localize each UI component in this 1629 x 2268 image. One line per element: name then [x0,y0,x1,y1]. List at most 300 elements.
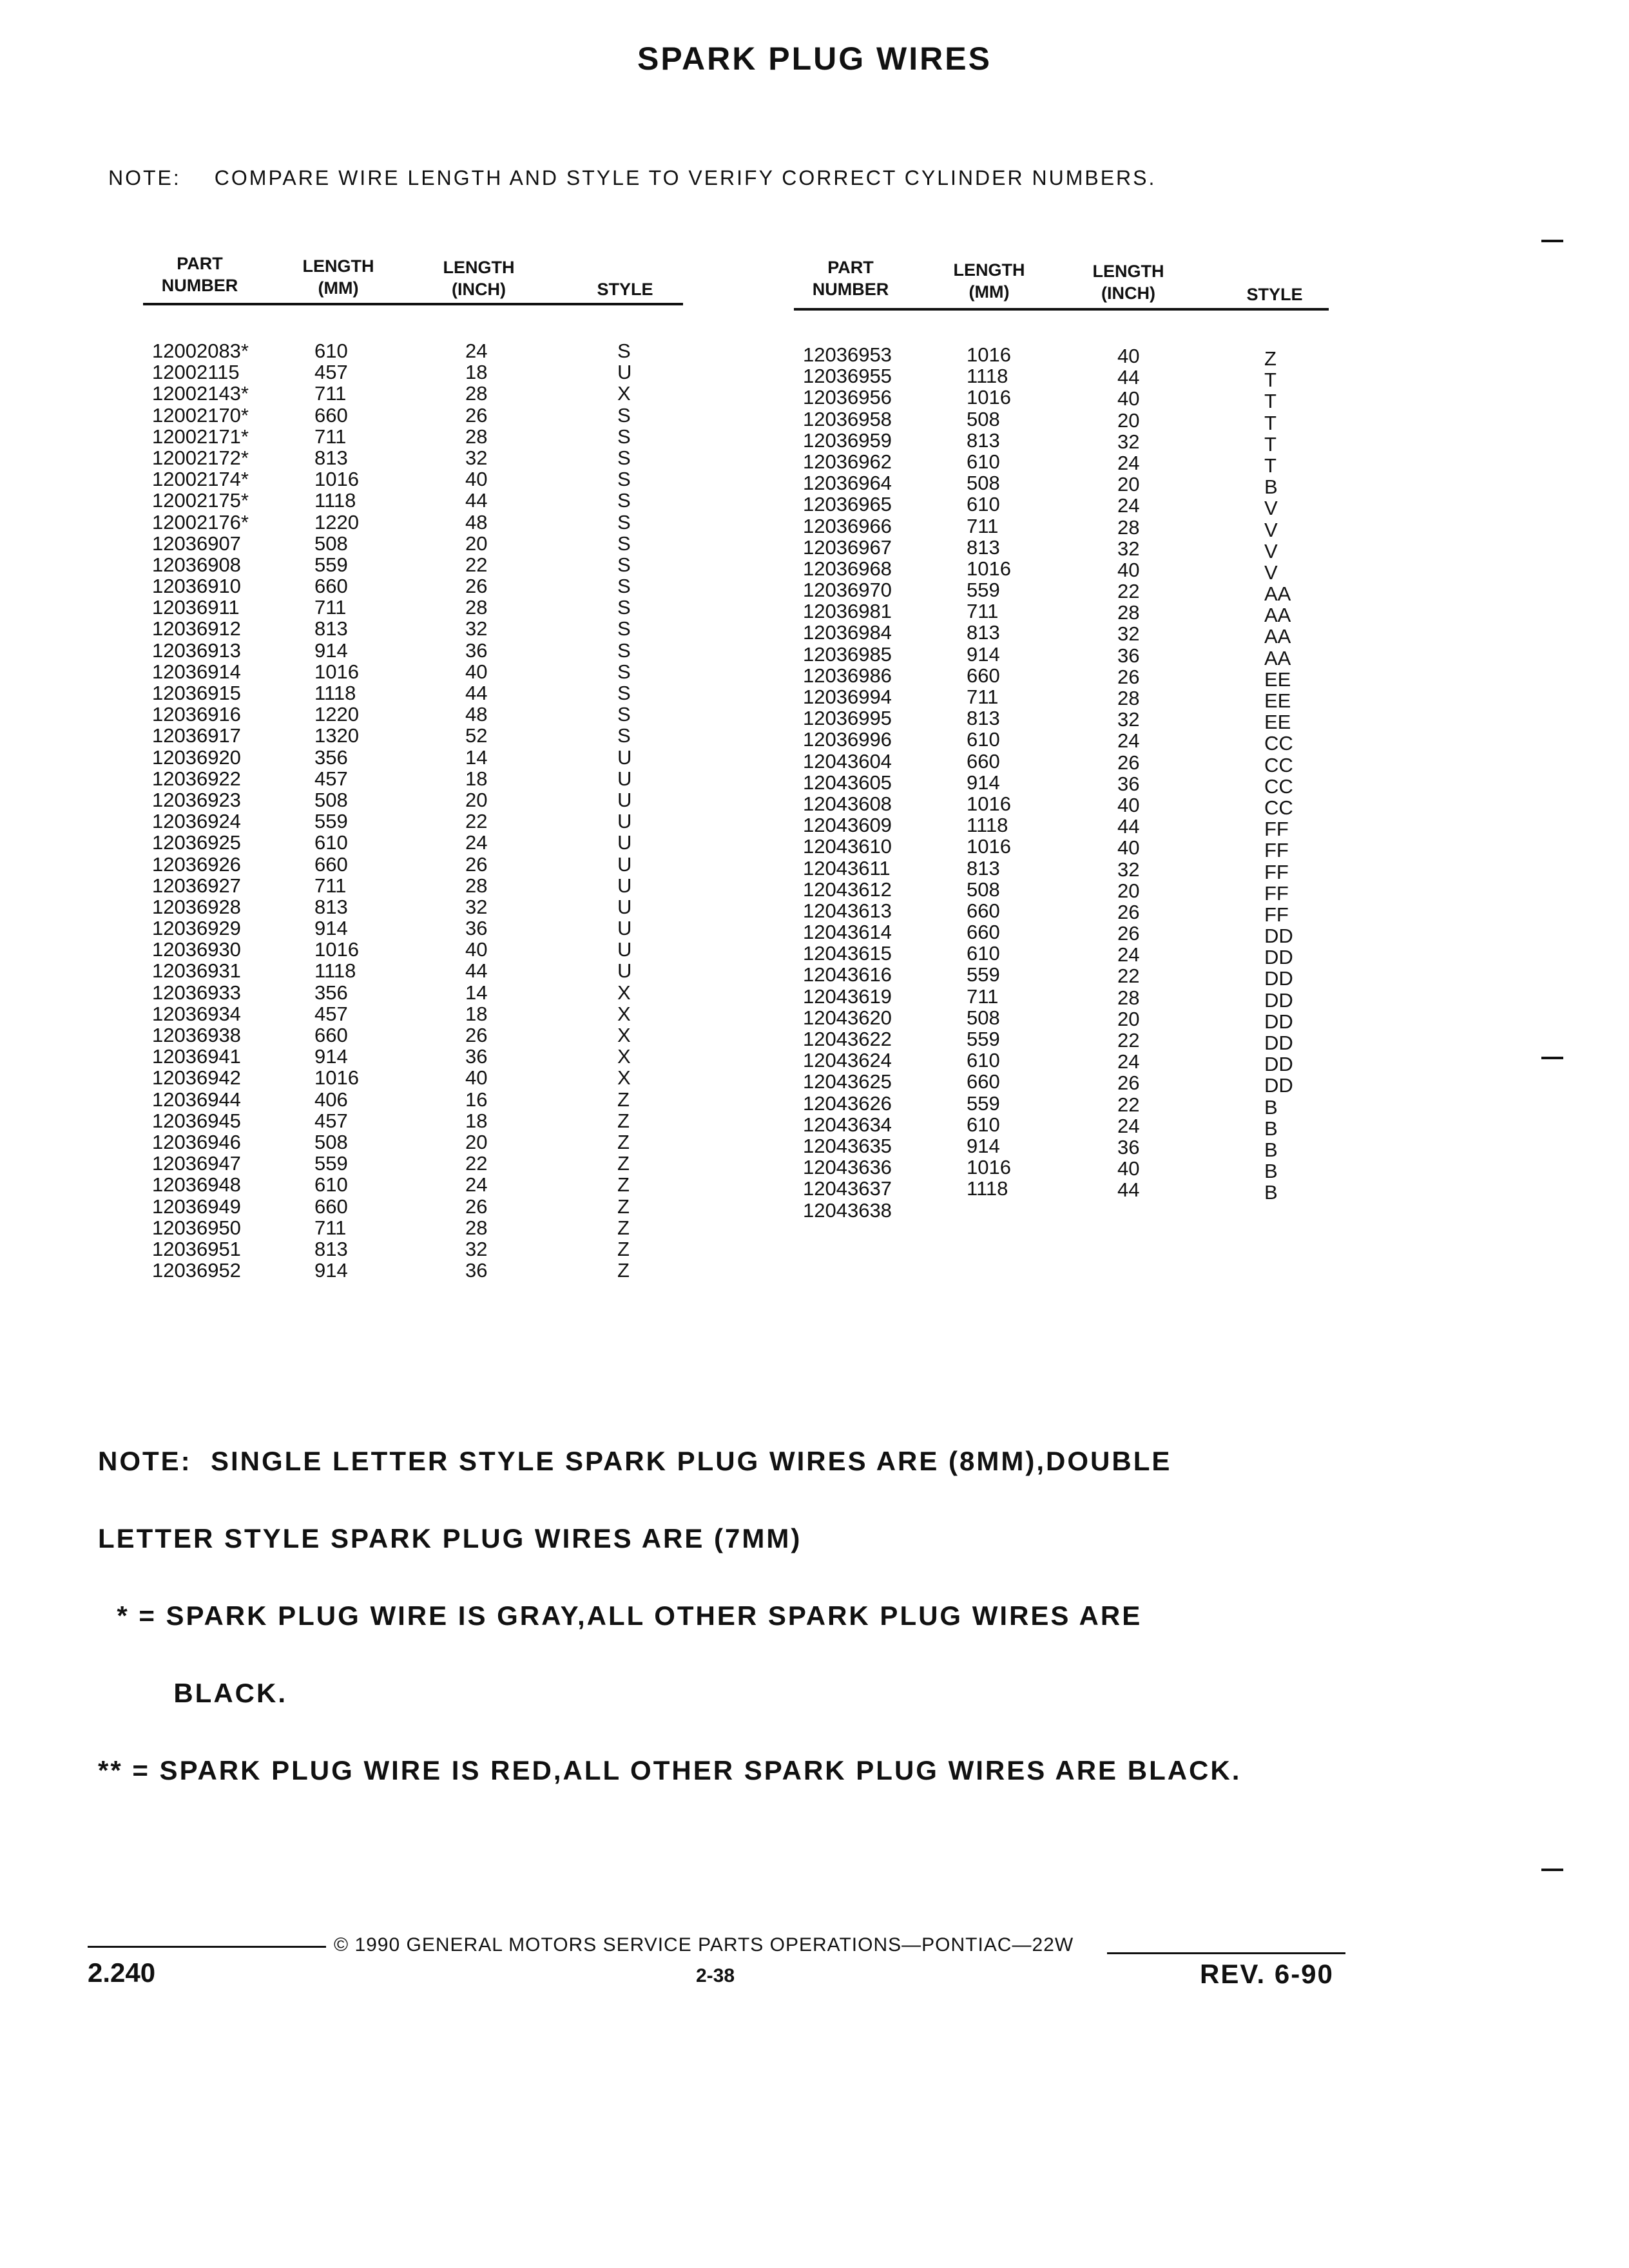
left-length-inch-cell: 24 [465,340,488,362]
left-length-inch-cell: 26 [465,1195,488,1218]
right-length-inch-cell: 32 [1117,708,1140,731]
right-style-cell: CC [1264,753,1293,776]
left-style-cell: Z [617,1195,630,1218]
right-header-style: STYLE [1246,285,1303,304]
bottom-note-line: NOTE: SINGLE LETTER STYLE SPARK PLUG WIRES ARE (8MM),DOUBLE [98,1446,1172,1476]
left-length-inch-cell: 22 [465,810,488,833]
right-length-inch-cell: 32 [1117,537,1140,560]
right-style-cell: T [1264,390,1277,413]
left-length-inch-cell: 32 [465,1237,488,1260]
left-part-number-cell: 12036944 [152,1088,241,1111]
left-length-inch-cell: 18 [465,361,488,384]
left-length-mm-cell: 559 [314,553,348,576]
footer-section-number: 2.240 [88,1957,156,1988]
right-length-mm-cell: 508 [967,1006,1000,1029]
right-length-inch-cell: 40 [1117,558,1140,581]
right-length-mm-cell: 1016 [967,386,1011,409]
left-style-cell: S [617,703,631,726]
right-style-cell: FF [1264,881,1289,905]
left-style-cell: U [617,917,632,940]
left-part-number-cell: 12002175* [152,489,249,512]
left-length-mm-cell: 610 [314,340,348,362]
right-part-number-cell: 12036968 [803,557,892,580]
left-length-inch-cell: 28 [465,425,488,448]
left-part-number-cell: 12036929 [152,917,241,940]
right-length-inch-cell: 44 [1117,815,1140,838]
right-header-length-inch: LENGTH (INCH) [1092,262,1164,303]
right-length-mm-cell: 1118 [967,365,1008,388]
left-length-inch-cell: 48 [465,510,488,533]
left-style-cell: S [617,660,631,683]
left-style-cell: U [617,831,632,854]
left-length-mm-cell: 1220 [314,703,359,726]
left-part-number-cell: 12036911 [152,596,240,619]
right-part-number-cell: 12043625 [803,1070,892,1093]
right-style-cell: DD [1264,1053,1293,1076]
right-length-inch-cell: 22 [1117,1029,1140,1052]
right-style-cell: B [1264,1160,1278,1183]
left-style-cell: S [617,468,631,491]
right-length-mm-cell: 1118 [967,814,1008,837]
right-length-inch-cell: 26 [1117,900,1140,923]
right-length-mm-cell: 1016 [967,792,1011,815]
right-length-mm-cell: 559 [967,963,1000,986]
right-style-cell: B [1264,1095,1278,1119]
right-length-inch-cell: 32 [1117,430,1140,453]
left-part-number-cell: 12036915 [152,682,241,704]
page-title: SPARK PLUG WIRES [637,41,992,77]
right-part-number-cell: 12043638 [803,1198,892,1222]
right-length-mm-cell: 1016 [967,835,1011,858]
right-length-inch-cell: 28 [1117,986,1140,1009]
right-style-cell: DD [1264,925,1293,948]
right-length-inch-cell [1117,1201,1139,1222]
left-part-number-cell: 12036925 [152,831,241,854]
right-part-number-cell: 12043616 [803,963,892,986]
left-length-inch-cell: 26 [465,1024,488,1046]
right-length-mm-cell: 813 [967,856,1000,879]
left-part-number-cell: 12002171* [152,425,249,448]
left-length-mm-cell: 610 [314,1173,348,1196]
left-style-cell: S [617,617,631,640]
right-part-number-cell: 12036995 [803,707,892,730]
right-length-mm-cell: 660 [967,664,1000,687]
right-style-cell: T [1264,369,1277,392]
left-length-mm-cell: 660 [314,403,348,427]
left-header-length-inch: LENGTH (INCH) [443,258,515,299]
left-length-mm-cell: 711 [314,1216,347,1239]
right-header-length-mm: LENGTH (MM) [953,260,1025,302]
right-length-mm-cell: 813 [967,535,1000,559]
left-style-cell: U [617,852,632,876]
left-part-number-cell: 12036910 [152,575,241,598]
left-style-cell: Z [617,1109,630,1132]
left-style-cell: Z [617,1259,630,1282]
right-length-inch-cell: 26 [1117,751,1140,774]
left-style-cell: Z [617,1130,630,1153]
left-style-cell: S [617,553,631,576]
margin-mark [1541,1057,1563,1059]
margin-mark [1541,1869,1563,1871]
right-part-number-cell: 12043614 [803,921,892,944]
left-length-inch-cell: 14 [465,745,488,769]
right-length-mm-cell: 660 [967,921,1000,944]
right-part-number-cell: 12036984 [803,621,892,644]
left-length-mm-cell: 711 [314,425,347,448]
left-length-mm-cell: 559 [314,1152,348,1175]
left-style-cell: S [617,639,631,662]
left-header-length-mm: LENGTH (MM) [302,256,374,298]
top-note-text: COMPARE WIRE LENGTH AND STYLE TO VERIFY CORRECT CYLINDER NUMBERS. [214,166,1157,189]
left-length-mm-cell: 1220 [314,510,359,533]
left-length-mm-cell: 457 [314,1109,348,1132]
right-length-inch-cell: 20 [1117,1007,1140,1030]
right-part-number-column [803,344,892,1221]
left-length-mm-cell: 1016 [314,938,359,961]
right-length-inch-cell: 22 [1117,1093,1140,1116]
left-length-mm-cell: 1016 [314,1066,359,1090]
left-part-number-cell: 12036924 [152,810,241,833]
right-style-column [1264,348,1293,1225]
right-length-inch-cell: 24 [1117,1114,1140,1137]
left-part-number-cell: 12002143* [152,382,249,405]
left-length-mm-cell: 914 [314,1045,348,1068]
left-length-inch-cell: 26 [465,852,488,876]
right-part-number-cell: 12043613 [803,899,892,922]
right-length-inch-cell: 20 [1117,408,1140,432]
right-part-number-cell: 12036994 [803,686,892,708]
left-length-inch-cell: 52 [465,724,488,747]
left-part-number-cell: 12002115 [152,361,240,384]
right-style-cell: B [1264,1117,1278,1140]
bottom-notes [98,1397,1241,1809]
right-part-number-cell: 12043605 [803,771,892,794]
left-length-mm-cell: 813 [314,895,348,918]
left-length-inch-cell: 26 [465,403,488,427]
right-length-mm-cell: 610 [967,728,1000,751]
right-length-inch-cell: 24 [1117,1050,1140,1073]
right-length-mm-cell: 1016 [967,343,1011,366]
left-style-cell: X [617,1045,631,1068]
right-style-cell: V [1264,539,1278,562]
left-style-cell: U [617,938,632,961]
right-part-number-cell: 12043604 [803,749,892,773]
right-length-mm-cell: 610 [967,1113,1000,1136]
bottom-note-line: * = SPARK PLUG WIRE IS GRAY,ALL OTHER SPARK PLUG WIRES ARE [98,1600,1142,1631]
right-length-mm-cell: 711 [967,686,999,708]
left-length-inch-cell: 22 [465,553,488,576]
right-style-cell: B [1264,1138,1278,1161]
right-length-inch-cell: 28 [1117,601,1140,624]
left-style-cell: X [617,981,631,1004]
footer-page-number: 2-38 [696,1965,735,1986]
left-style-cell: Z [617,1152,630,1175]
left-length-mm-cell: 559 [314,810,348,833]
left-length-inch-cell: 18 [465,1109,488,1132]
left-part-number-cell: 12036907 [152,532,241,555]
margin-mark [1541,240,1563,242]
left-header-rule [143,303,683,305]
right-length-mm-cell: 1016 [967,557,1011,580]
right-length-mm-cell: 508 [967,472,1000,495]
right-length-inch-column [1117,345,1139,1222]
left-part-number-cell: 12036950 [152,1216,241,1239]
footer-revision: REV. 6-90 [1200,1959,1334,1989]
left-length-mm-column [314,340,359,1281]
right-style-cell: CC [1264,774,1293,798]
right-style-cell: EE [1264,689,1291,712]
left-style-cell: S [617,510,631,533]
right-length-inch-cell: 26 [1117,665,1140,688]
left-length-inch-cell: 28 [465,874,488,897]
right-part-number-cell: 12036956 [803,386,892,409]
left-part-number-cell: 12036938 [152,1024,241,1046]
left-part-number-cell: 12036949 [152,1195,241,1218]
right-part-number-cell: 12036986 [803,664,892,687]
left-length-mm-cell: 508 [314,532,348,555]
left-length-mm-cell: 508 [314,1130,348,1153]
left-length-inch-cell: 22 [465,1152,488,1175]
right-style-cell: V [1264,497,1278,520]
left-length-inch-cell: 18 [465,1002,488,1025]
right-length-inch-cell: 40 [1117,1157,1140,1180]
left-style-cell: S [617,724,631,747]
left-length-inch-cell: 36 [465,1259,488,1282]
left-part-number-cell: 12036923 [152,788,241,811]
right-length-mm-cell: 508 [967,407,1000,430]
left-style-cell: U [617,874,632,897]
left-length-inch-cell: 36 [465,1045,488,1068]
right-style-cell: DD [1264,1032,1293,1054]
left-style-cell: S [617,596,631,619]
left-length-mm-cell: 711 [314,382,347,405]
left-style-cell: S [617,682,631,704]
left-length-inch-cell: 44 [465,682,488,704]
left-length-inch-cell: 32 [465,617,488,640]
right-style-cell: B [1264,1181,1278,1204]
right-length-inch-cell: 40 [1117,345,1140,367]
left-style-cell: S [617,340,631,362]
left-style-cell: X [617,1024,631,1046]
left-length-mm-cell: 660 [314,1024,348,1046]
right-part-number-cell: 12043608 [803,792,892,815]
left-length-inch-cell: 32 [465,446,488,469]
left-style-cell: S [617,575,631,598]
right-style-cell: T [1264,454,1277,477]
left-style-cell: S [617,446,631,469]
left-style-cell: S [617,532,631,555]
left-length-inch-cell: 14 [465,981,488,1004]
left-part-number-cell: 12036912 [152,617,241,640]
left-part-number-cell: 12036916 [152,703,241,726]
left-length-mm-cell: 610 [314,831,348,854]
bottom-note-line: BLACK. [98,1678,287,1708]
left-length-inch-cell: 20 [465,788,488,811]
right-length-inch-cell: 20 [1117,473,1140,496]
right-style-cell: AA [1264,582,1291,606]
right-style-cell: AA [1264,625,1291,648]
left-length-mm-cell: 1016 [314,468,359,491]
right-length-mm-cell: 559 [967,579,1000,602]
left-length-inch-cell: 18 [465,767,488,790]
left-part-number-cell: 12036948 [152,1173,241,1196]
left-style-cell: Z [617,1088,630,1111]
right-part-number-cell: 12036953 [803,343,892,366]
right-length-inch-cell: 22 [1117,580,1140,603]
top-note-label: NOTE: [108,166,181,189]
left-style-cell: Z [617,1216,630,1239]
left-part-number-cell: 12036945 [152,1109,241,1132]
right-length-mm-cell: 813 [967,621,1000,644]
left-part-number-cell: 12002083* [152,340,249,362]
left-part-number-cell: 12036952 [152,1259,241,1282]
left-style-cell: S [617,403,631,427]
right-style-cell: AA [1264,646,1291,669]
left-part-number-cell: 12036931 [152,959,241,983]
left-style-cell: S [617,489,631,512]
left-style-cell: Z [617,1173,630,1196]
right-length-inch-cell: 26 [1117,1072,1140,1095]
left-style-cell: U [617,788,632,811]
right-part-number-cell: 12043612 [803,878,892,901]
left-length-mm-cell: 813 [314,617,348,640]
top-note [108,166,1156,190]
left-length-inch-cell: 40 [465,938,488,961]
left-length-mm-cell: 1118 [314,682,356,704]
right-length-mm-cell: 711 [967,985,999,1008]
right-length-mm-cell: 1118 [967,1177,1008,1200]
right-length-inch-cell: 44 [1117,1178,1140,1202]
footer-rule-left [88,1946,326,1948]
left-length-mm-cell: 813 [314,1237,348,1260]
left-part-number-cell: 12036942 [152,1066,241,1090]
right-style-cell: DD [1264,1010,1293,1033]
left-style-cell: U [617,361,632,384]
right-part-number-cell: 12036965 [803,493,892,516]
right-part-number-cell: 12043610 [803,835,892,858]
right-part-number-cell: 12043619 [803,985,892,1008]
right-style-cell: DD [1264,967,1293,990]
left-length-inch-cell: 40 [465,1066,488,1090]
right-part-number-cell: 12036964 [803,472,892,495]
left-style-column [617,340,631,1281]
left-length-mm-cell: 914 [314,639,348,662]
right-part-number-cell: 12043622 [803,1028,892,1050]
left-length-mm-cell: 356 [314,981,348,1004]
right-part-number-cell: 12036967 [803,535,892,559]
right-style-cell: FF [1264,839,1289,862]
left-part-number-cell: 12002174* [152,468,249,491]
left-length-inch-cell: 48 [465,703,488,726]
right-part-number-cell: 12036985 [803,642,892,666]
right-length-inch-cell: 22 [1117,965,1140,988]
left-length-mm-cell: 1118 [314,489,356,512]
right-part-number-cell: 12036955 [803,365,892,388]
right-part-number-cell: 12036996 [803,728,892,751]
right-length-inch-cell: 32 [1117,622,1140,646]
right-part-number-cell: 12043635 [803,1134,892,1157]
left-length-mm-cell: 914 [314,1259,348,1282]
right-length-mm-cell: 660 [967,749,1000,773]
left-length-inch-cell: 40 [465,660,488,683]
right-style-cell: DD [1264,1074,1293,1097]
left-length-inch-cell: 24 [465,1173,488,1196]
right-style-cell: FF [1264,860,1289,883]
left-part-number-cell: 12036933 [152,981,241,1004]
left-part-number-cell: 12036908 [152,553,241,576]
right-length-inch-cell: 28 [1117,515,1140,539]
right-length-mm-cell: 813 [967,428,1000,452]
right-length-inch-cell: 26 [1117,922,1140,945]
left-part-number-cell: 12036917 [152,724,241,747]
right-length-mm-cell [967,1200,1011,1221]
left-part-number-cell: 12036941 [152,1045,241,1068]
footer-copyright: © 1990 GENERAL MOTORS SERVICE PARTS OPERATIONS—PONTIAC—22W [334,1934,1074,1956]
left-length-mm-cell: 660 [314,852,348,876]
left-length-mm-cell: 457 [314,767,348,790]
right-part-number-cell: 12043611 [803,856,891,879]
left-part-number-cell: 12036928 [152,895,241,918]
left-length-mm-cell: 508 [314,788,348,811]
right-length-mm-cell: 813 [967,707,1000,730]
left-style-cell: X [617,1002,631,1025]
left-length-mm-cell: 1016 [314,660,359,683]
left-length-inch-cell: 20 [465,532,488,555]
left-part-number-cell: 12036913 [152,639,241,662]
left-part-number-cell: 12036951 [152,1237,241,1260]
left-length-mm-cell: 457 [314,361,348,384]
right-style-cell: T [1264,411,1277,434]
right-part-number-cell: 12036966 [803,514,892,537]
left-part-number-cell: 12002172* [152,446,249,469]
left-part-number-cell: 12036947 [152,1152,241,1175]
right-length-mm-cell: 1016 [967,1156,1011,1179]
left-length-inch-cell: 24 [465,831,488,854]
right-length-mm-cell: 660 [967,899,1000,922]
bottom-note-line: LETTER STYLE SPARK PLUG WIRES ARE (7MM) [98,1523,802,1553]
left-part-number-column [152,340,249,1281]
left-style-cell: U [617,895,632,918]
left-length-mm-cell: 711 [314,596,347,619]
left-part-number-cell: 12036927 [152,874,241,897]
left-length-inch-cell: 28 [465,382,488,405]
left-length-inch-cell: 28 [465,596,488,619]
right-length-mm-cell: 559 [967,1028,1000,1050]
right-part-number-cell: 12036962 [803,450,892,473]
right-part-number-cell: 12043634 [803,1113,892,1136]
right-style-cell: AA [1264,604,1291,627]
right-length-inch-cell: 40 [1117,836,1140,860]
left-part-number-cell: 12002176* [152,510,249,533]
left-header-part-number: PART NUMBER [161,254,238,295]
left-style-cell: X [617,382,631,405]
left-part-number-cell: 12036930 [152,938,241,961]
left-length-inch-cell: 32 [465,895,488,918]
left-length-inch-cell: 28 [465,1216,488,1239]
right-style-cell: CC [1264,796,1293,819]
left-style-cell: U [617,767,632,790]
right-style-cell: FF [1264,903,1289,926]
left-style-cell: U [617,810,632,833]
left-length-mm-cell: 914 [314,917,348,940]
right-style-cell: Z [1264,347,1277,370]
right-length-inch-cell: 44 [1117,366,1140,389]
left-part-number-cell: 12036934 [152,1002,241,1025]
left-header-style: STYLE [597,280,653,299]
right-length-mm-cell: 660 [967,1070,1000,1093]
left-length-mm-cell: 1320 [314,724,359,747]
right-length-inch-cell: 24 [1117,494,1140,517]
